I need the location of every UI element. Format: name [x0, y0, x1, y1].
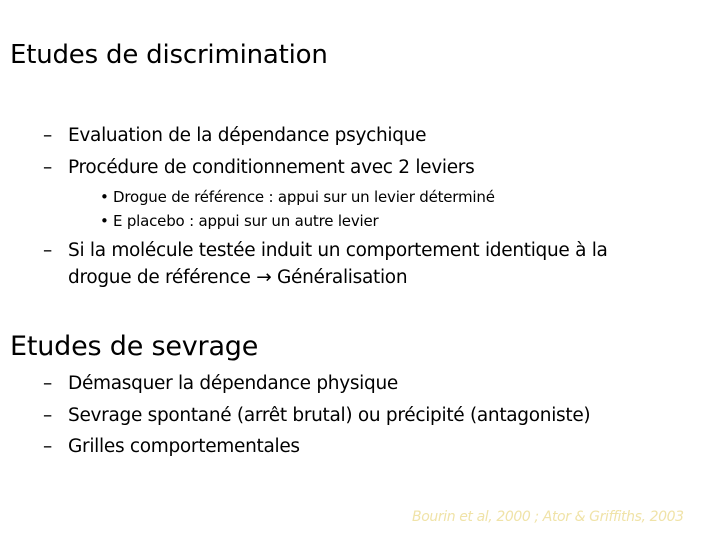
list-item-text: Grilles comportementales [68, 436, 300, 457]
sub-item-text: E placebo : appui sur un autre levier [113, 212, 379, 230]
dash-marker: – [43, 436, 52, 457]
list-item-text: Evaluation de la dépendance psychique [68, 125, 427, 146]
list-item-generalisation [43, 240, 608, 261]
section-heading-sevrage: Etudes de sevrage [10, 331, 259, 362]
bullet-marker: • [100, 212, 109, 230]
sub-item-text: Drogue de référence : appui sur un levier déterminé [113, 188, 495, 206]
sub-item-placebo [100, 212, 378, 230]
sub-item-drogue-reference [100, 188, 495, 206]
dash-marker: – [43, 405, 52, 426]
list-item-demasquer [43, 373, 398, 394]
list-item-sevrage-spontane [43, 405, 590, 426]
list-item-evaluation [43, 125, 426, 146]
citation-reference: Bourin et al, 2000 ; Ator & Griffiths, 2003 [412, 509, 684, 525]
list-item-text: Démasquer la dépendance physique [68, 373, 398, 394]
dash-marker: – [43, 157, 52, 178]
list-item-text: Si la molécule testée induit un comportement identique à la [68, 240, 608, 261]
list-item-grilles [43, 436, 300, 457]
list-item-procedure [43, 157, 474, 178]
bullet-marker: • [100, 188, 109, 206]
list-item-text: Procédure de conditionnement avec 2 leviers [68, 157, 475, 178]
list-item-generalisation-continuation: drogue de référence → Généralisation [68, 267, 408, 288]
section-heading-discrimination: Etudes de discrimination [10, 40, 328, 70]
list-item-text: Sevrage spontané (arrêt brutal) ou précipité (antagoniste) [68, 405, 591, 426]
dash-marker: – [43, 373, 52, 394]
dash-marker: – [43, 125, 52, 146]
dash-marker: – [43, 240, 52, 261]
